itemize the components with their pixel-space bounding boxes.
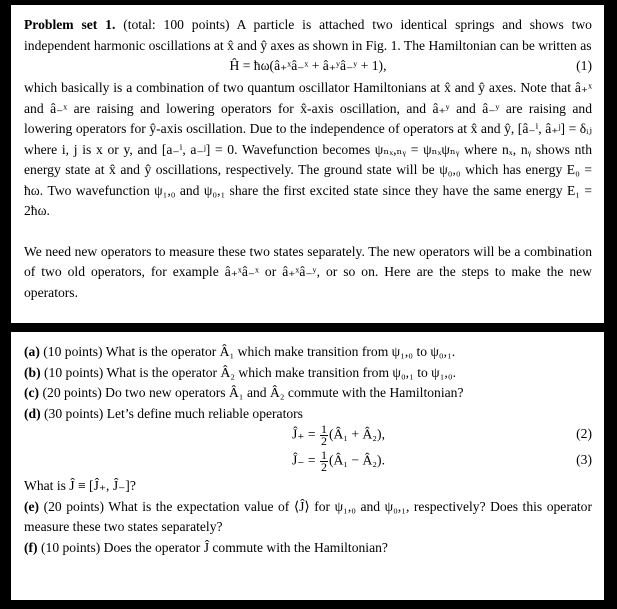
fraction-half [320, 450, 328, 473]
fraction-denominator: 2 [320, 434, 327, 448]
question-d-commutator: What is Ĵ ≡ [Ĵ₊, Ĵ₋]? [24, 478, 136, 493]
intro-text: (total: 100 points) A particle is attached two identical springs and shows two independent harmonic oscillations at x̂ and ŷ axes as shown in Fig. 1. The Hamiltonian can be written as [24, 17, 592, 53]
fraction-half [320, 424, 328, 447]
question-d-label: (d) [24, 405, 41, 421]
fraction-numerator: 1 [320, 422, 327, 436]
question-f-text: (10 points) Does the operator Ĵ commute with the Hamiltonian? [37, 539, 388, 555]
equation-number-1: (1) [576, 58, 592, 73]
problem-statement-box [10, 4, 605, 324]
question-f [24, 538, 592, 559]
j-minus-lhs: Ĵ₋ = [292, 452, 319, 468]
fraction-numerator: 1 [320, 448, 327, 462]
equation-3 [24, 450, 592, 476]
hamiltonian-equation: Ĥ = ħω(â₊ˣâ₋ˣ + â₊ʸâ₋ʸ + 1), [229, 58, 387, 73]
question-f-label: (f) [24, 539, 38, 555]
question-c [24, 383, 592, 404]
question-d [24, 404, 592, 425]
fraction-denominator: 2 [320, 460, 327, 474]
question-b-text: (10 points) What is the operator Â₂ which make transition from ψ₀,₁ to ψ₁,₀. [40, 364, 456, 380]
question-a-label: (a) [24, 344, 40, 359]
equation-number-3: (3) [576, 452, 592, 467]
intro-paragraph [24, 15, 592, 56]
new-operators-paragraph: We need new operators to measure these two states separately. The new operators will be a combination of two old operators, for example â₊ˣâ₋ˣ or â₊ˣâ₋ʸ, or so on. Here are the steps to make the new operators. [24, 243, 592, 300]
question-a [24, 342, 592, 363]
question-b-label: (b) [24, 364, 41, 380]
question-c-text: (20 points) Do two new operators Â₁ and Â₂ commute with the Hamiltonian? [39, 385, 464, 400]
oscillator-paragraph: which basically is a combination of two quantum oscillator Hamiltonians at x̂ and ŷ axes. Note that â₊ˣ and â₋ˣ are raising and lowering operators for x̂-axis oscillation, and â₊ʸ and â₋ʸ are raising and lowering operators for ŷ-axis oscillation. Due to the independence of operators at x̂ and ŷ, [â₋ⁱ, â₊ʲ] = δᵢⱼ where i, j is x or y, and [a₋ⁱ, a₋ʲ] = 0. Wavefunction becomes ψₙₓ,ₙᵧ = ψₙₓψₙᵧ where nₓ, nᵧ shows nth energy state at x̂ and ŷ oscillations, respectively. The ground state will be ψ₀,₀ which has energy E₀ = ħω. Two wavefunction ψ₁,₀ and ψ₀,₁ share the first excited state since they have the same energy E₁ = 2ħω. [24, 80, 592, 218]
equation-2 [24, 424, 592, 450]
equation-number-2: (2) [576, 426, 592, 441]
questions-box [10, 331, 605, 601]
problem-heading: Problem set 1. [24, 17, 116, 32]
question-a-text: (10 points) What is the operator Â₁ which make transition from ψ₁,₀ to ψ₀,₁. [39, 344, 456, 359]
question-e-text: (20 points) What is the expectation value of ⟨Ĵ⟩ for ψ₁,₀ and ψ₀,₁, respectively? Does this operator measure these two states separately? [24, 498, 592, 534]
j-plus-lhs: Ĵ₊ = [292, 426, 319, 442]
question-d-text: (30 points) Let’s define much reliable operators [40, 405, 303, 421]
question-c-label: (c) [24, 385, 40, 400]
j-minus-rhs: (Â₁ − Â₂). [328, 452, 385, 468]
equation-1 [24, 56, 592, 78]
question-b [24, 363, 592, 384]
question-e [24, 497, 592, 538]
question-e-label: (e) [24, 498, 40, 514]
j-plus-rhs: (Â₁ + Â₂), [328, 426, 385, 442]
